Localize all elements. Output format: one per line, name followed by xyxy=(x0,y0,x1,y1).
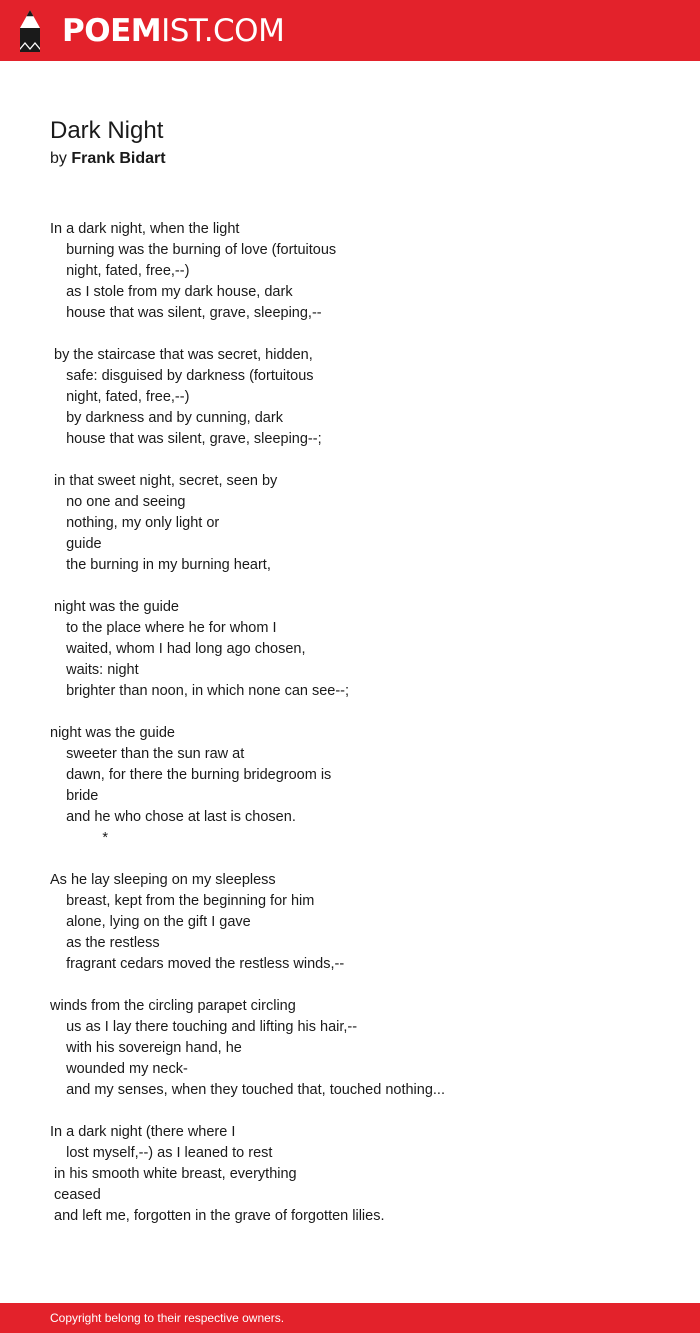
poem-line: to the place where he for whom I xyxy=(50,620,277,636)
site-logo[interactable] xyxy=(62,10,284,52)
poem-line: breast, kept from the beginning for him xyxy=(50,893,315,909)
poem-line: alone, lying on the gift I gave xyxy=(50,914,251,930)
logo-bold-text: POEM xyxy=(62,13,162,49)
poem-line: dawn, for there the burning bridegroom is xyxy=(50,767,332,783)
stanza xyxy=(50,219,670,324)
poem-title: Dark Night xyxy=(50,117,164,144)
poem-line: no one and seeing xyxy=(50,494,186,510)
poem-line: house that was silent, grave, sleeping,-- xyxy=(50,305,322,321)
poem-line: in that sweet night, secret, seen by xyxy=(50,473,278,489)
site-header xyxy=(0,0,700,61)
stanza xyxy=(50,870,670,975)
poem-line: sweeter than the sun raw at xyxy=(50,746,245,762)
poem-line: us as I lay there touching and lifting his hair,-- xyxy=(50,1019,358,1035)
poem-line: night, fated, free,--) xyxy=(50,263,190,279)
stanza xyxy=(50,723,670,849)
poem-line: safe: disguised by darkness (fortuitous xyxy=(50,368,314,384)
stanza xyxy=(50,471,670,576)
stanza xyxy=(50,996,670,1101)
poem-body xyxy=(50,219,670,1227)
poem-line: winds from the circling parapet circling xyxy=(50,998,296,1014)
poem-line: lost myself,--) as I leaned to rest xyxy=(50,1145,273,1161)
poem-line: brighter than noon, in which none can see--; xyxy=(50,683,350,699)
poem-line: guide xyxy=(50,536,102,552)
author-name: Frank Bidart xyxy=(71,150,166,167)
section-divider-asterisk: * xyxy=(50,830,109,846)
poem-line: ceased xyxy=(50,1187,101,1203)
logo-light-text: IST.COM xyxy=(161,13,285,49)
poem-line: night, fated, free,--) xyxy=(50,389,190,405)
site-footer xyxy=(0,1303,700,1333)
poem-line: waits: night xyxy=(50,662,139,678)
by-label: by xyxy=(50,150,67,167)
poem-line: burning was the burning of love (fortuitous xyxy=(50,242,337,258)
poem-line: wounded my neck- xyxy=(50,1061,188,1077)
poem-line: In a dark night (there where I xyxy=(50,1124,236,1140)
poem-line: and my senses, when they touched that, touched nothing... xyxy=(50,1082,445,1098)
pencil-logo-icon[interactable] xyxy=(17,10,43,52)
poem-line: bride xyxy=(50,788,99,804)
poem-line: waited, whom I had long ago chosen, xyxy=(50,641,306,657)
poem-line: in his smooth white breast, everything xyxy=(50,1166,297,1182)
poem-line: As he lay sleeping on my sleepless xyxy=(50,872,276,888)
poem-line: night was the guide xyxy=(50,725,175,741)
poem-line: as I stole from my dark house, dark xyxy=(50,284,293,300)
poem-line: nothing, my only light or xyxy=(50,515,220,531)
stanza xyxy=(50,1122,670,1227)
poem-line: house that was silent, grave, sleeping--; xyxy=(50,431,322,447)
poem-line: by darkness and by cunning, dark xyxy=(50,410,283,426)
poem-line: fragrant cedars moved the restless winds,-- xyxy=(50,956,345,972)
poem-line: In a dark night, when the light xyxy=(50,221,240,237)
poem-line: and left me, forgotten in the grave of forgotten lilies. xyxy=(50,1208,385,1224)
poem-line: by the staircase that was secret, hidden, xyxy=(50,347,313,363)
poem-line: the burning in my burning heart, xyxy=(50,557,271,573)
poem-line: with his sovereign hand, he xyxy=(50,1040,242,1056)
byline xyxy=(50,148,166,170)
poem-line: and he who chose at last is chosen. xyxy=(50,809,296,825)
stanza xyxy=(50,597,670,702)
copyright-notice: Copyright belong to their respective owners. xyxy=(50,1311,285,1325)
poem-line: as the restless xyxy=(50,935,160,951)
stanza xyxy=(50,345,670,450)
poem-line: night was the guide xyxy=(50,599,179,615)
